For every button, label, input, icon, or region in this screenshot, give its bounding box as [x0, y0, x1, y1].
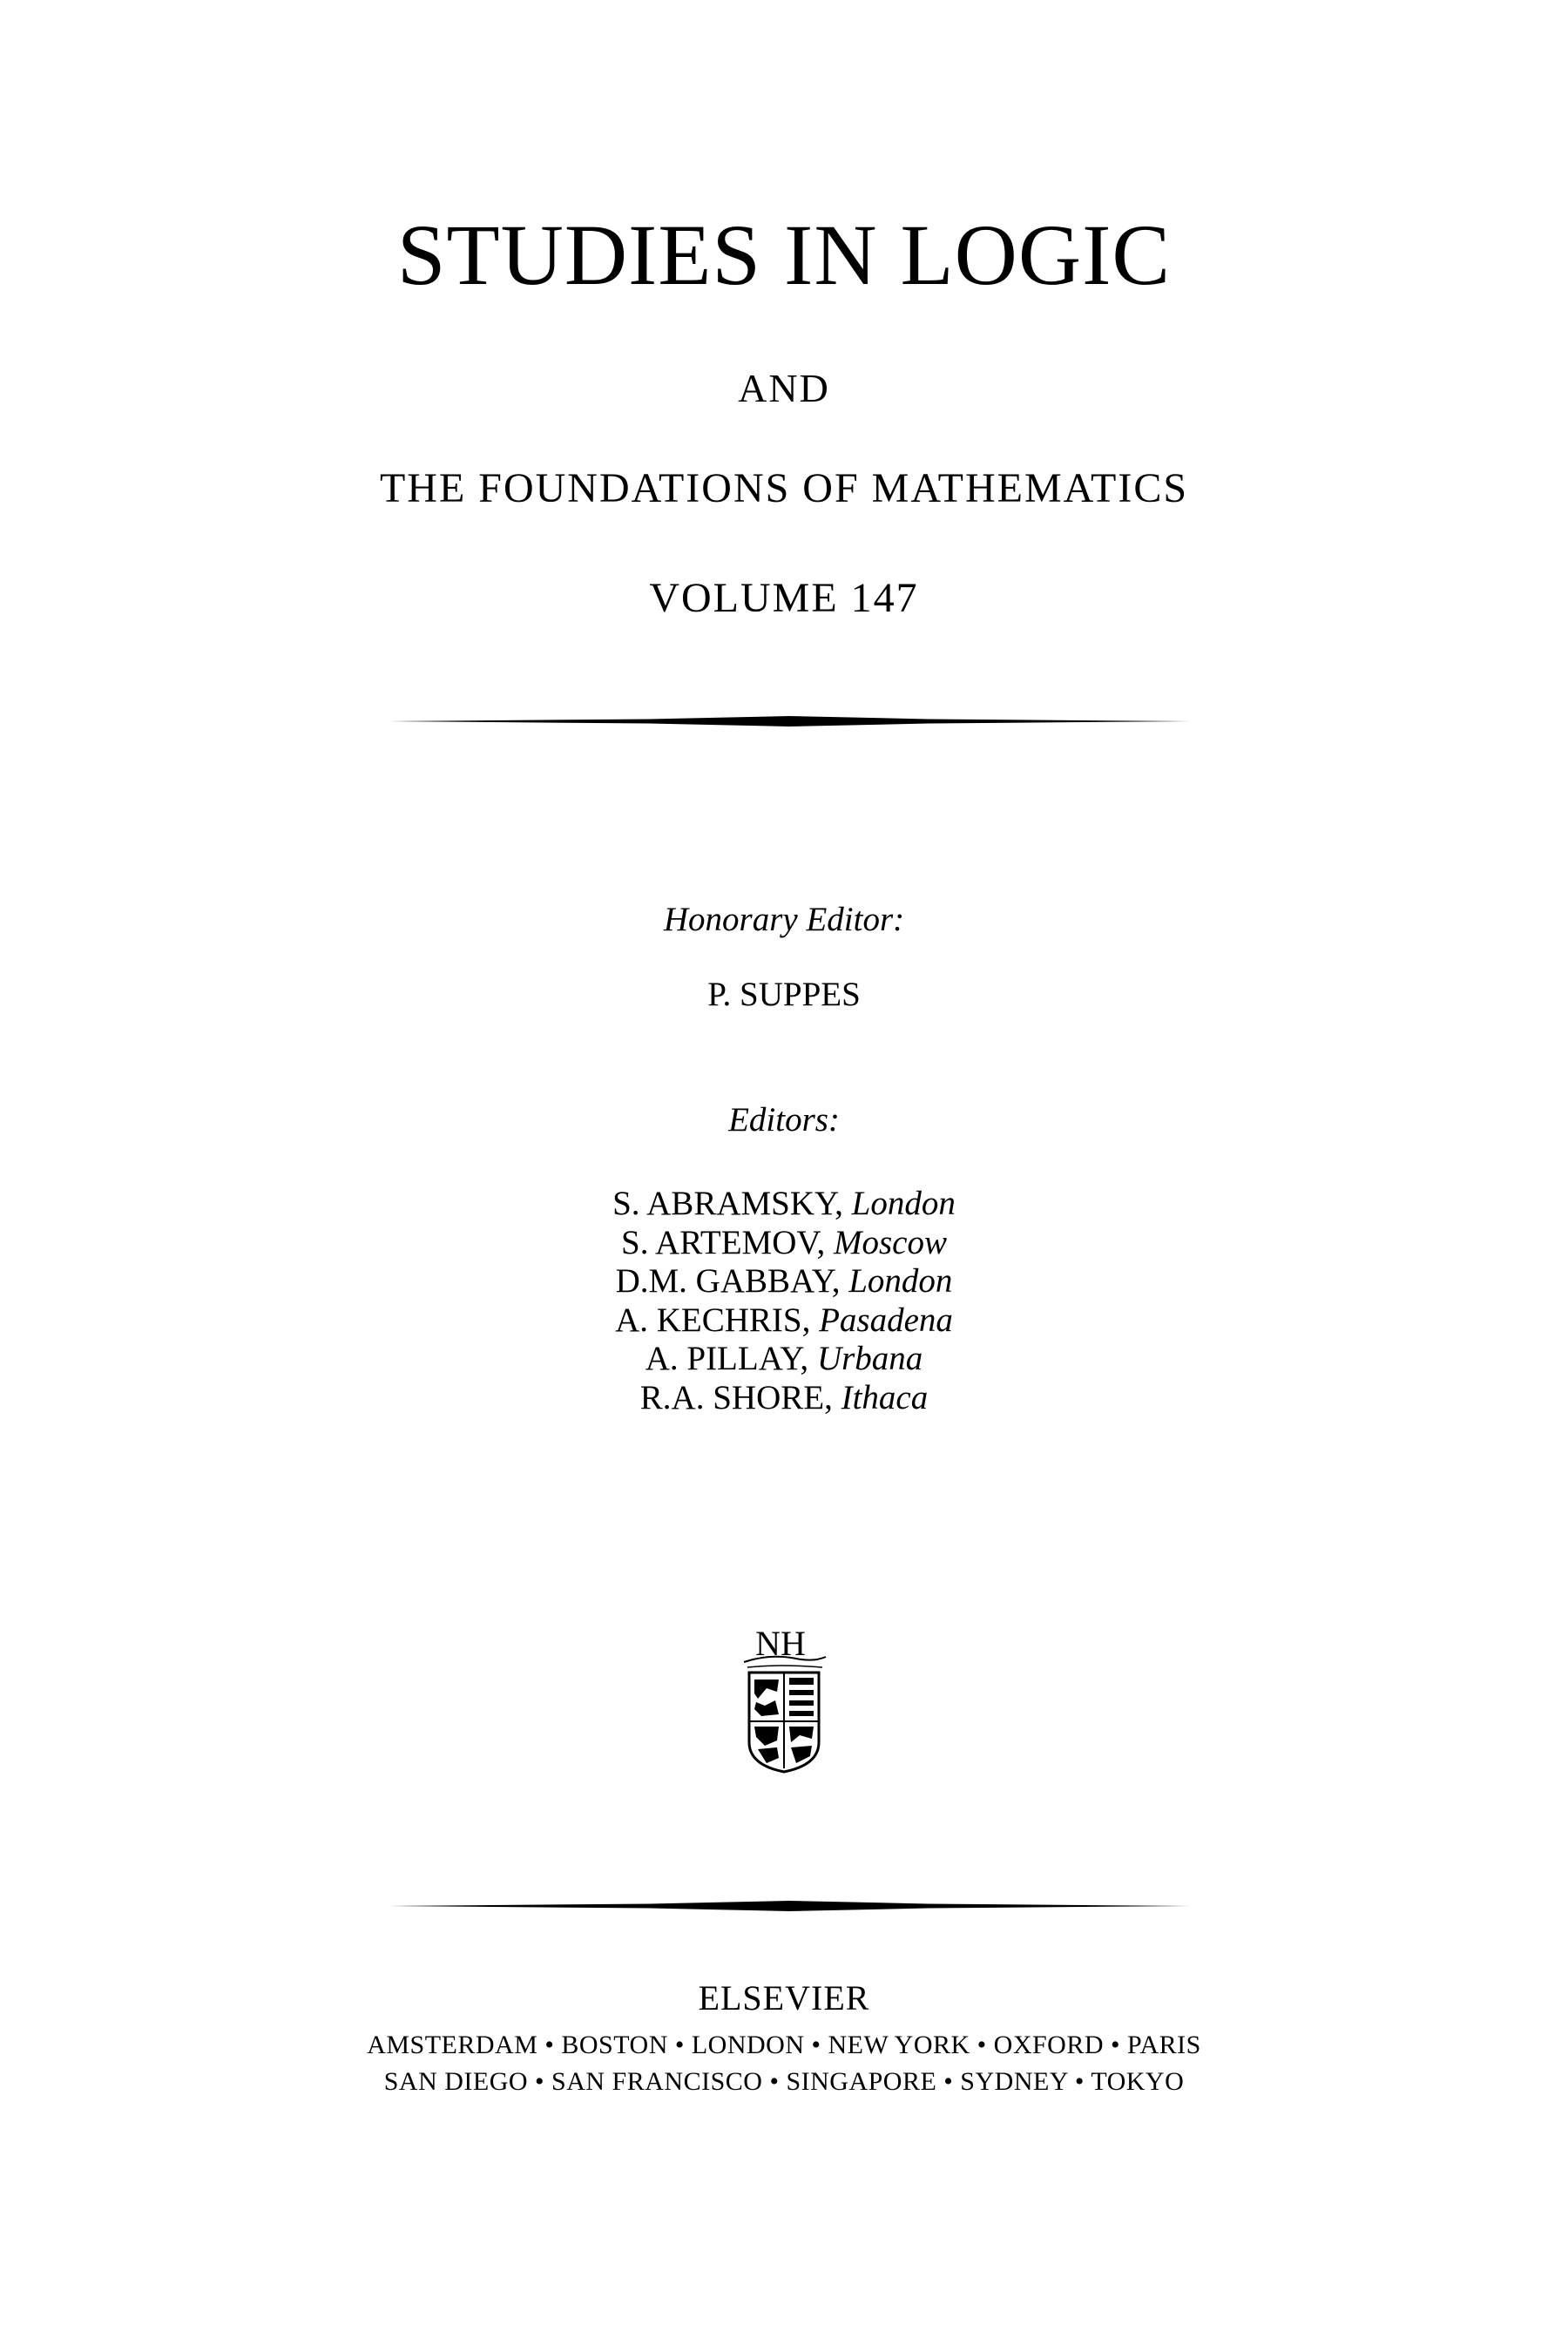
- editor-entry: [0, 1340, 1568, 1379]
- publisher-cities-line-2: SAN DIEGO • SAN FRANCISCO • SINGAPORE • SYDNEY • TOKYO: [383, 2067, 1185, 2096]
- top-divider: [389, 713, 1190, 730]
- editor-name: S. ABRAMSKY,: [612, 1185, 852, 1222]
- editor-entry: [0, 1224, 1568, 1263]
- editor-name: R.A. SHORE,: [639, 1378, 841, 1416]
- editor-entry: [0, 1379, 1568, 1418]
- editor-city: Ithaca: [841, 1378, 929, 1416]
- editor-name: A. PILLAY,: [645, 1340, 817, 1377]
- editor-city: Urbana: [816, 1340, 923, 1377]
- series-conjunction: AND: [738, 366, 830, 410]
- north-holland-crest-icon: [735, 1619, 833, 1775]
- publisher-name: ELSEVIER: [698, 1978, 870, 2017]
- series-subtitle: THE FOUNDATIONS OF MATHEMATICS: [379, 465, 1189, 511]
- editor-city: London: [851, 1185, 956, 1222]
- editor-city: London: [848, 1262, 953, 1300]
- logo-monogram: NH: [755, 1624, 806, 1663]
- honorary-editor-name: P. SUPPES: [707, 976, 861, 1013]
- editor-name: S. ARTEMOV,: [621, 1223, 834, 1261]
- honorary-editor-label: Honorary Editor:: [663, 901, 905, 938]
- editor-city: Pasadena: [819, 1301, 953, 1339]
- series-title: STUDIES IN LOGIC: [396, 206, 1172, 303]
- editors-list: [0, 1185, 1568, 1417]
- publisher-cities-line-1: AMSTERDAM • BOSTON • LONDON • NEW YORK • OXFORD • PARIS: [367, 2031, 1201, 2059]
- editor-name: A. KECHRIS,: [615, 1301, 820, 1339]
- bottom-divider: [389, 1897, 1190, 1915]
- editor-city: Moscow: [834, 1223, 947, 1261]
- editors-label: Editors:: [728, 1101, 840, 1139]
- editor-name: D.M. GABBAY,: [615, 1262, 849, 1300]
- editor-entry: [0, 1185, 1568, 1224]
- volume-number: VOLUME 147: [649, 575, 919, 621]
- editor-entry: [0, 1301, 1568, 1341]
- editor-entry: [0, 1262, 1568, 1301]
